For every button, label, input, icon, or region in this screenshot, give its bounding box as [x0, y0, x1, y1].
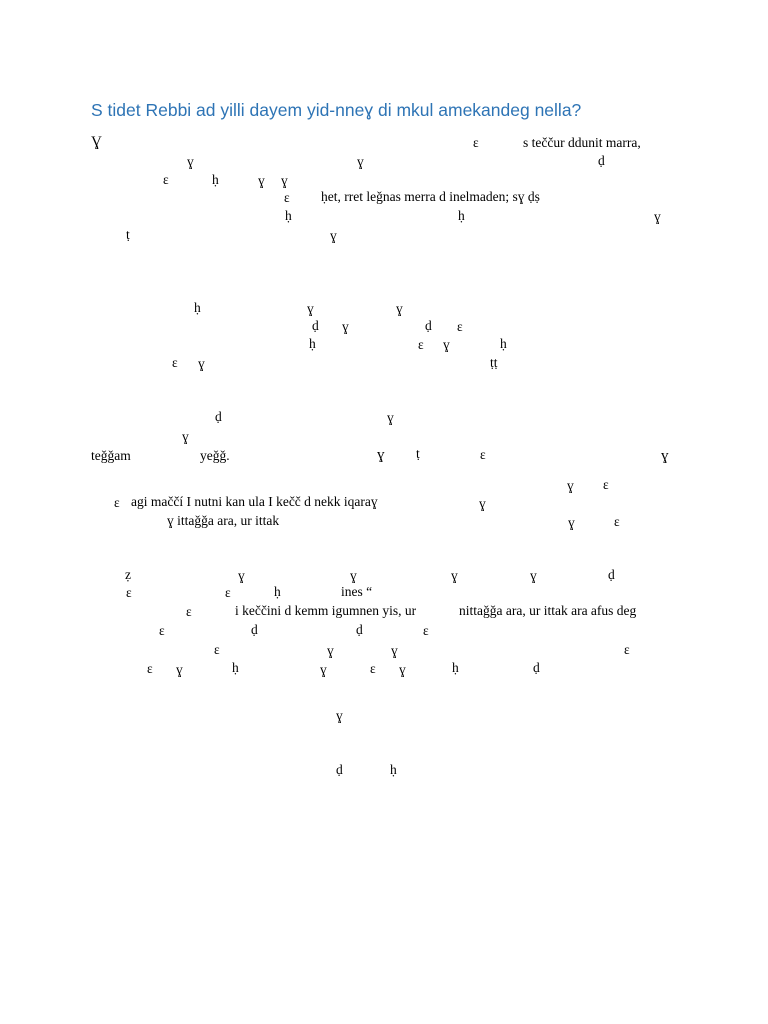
text-fragment: ɣ	[330, 228, 337, 243]
text-fragment: ε	[225, 585, 231, 600]
text-fragment: ɣ	[182, 429, 189, 444]
text-fragment: ḥ	[390, 762, 397, 777]
text-fragment: ḥ	[232, 660, 239, 675]
text-fragment: ɣ	[281, 173, 288, 188]
text-fragment: ḥ	[458, 208, 465, 223]
text-fragment: ḍ	[356, 622, 363, 637]
text-fragment: ɣ	[568, 515, 575, 530]
text-fragment: ɣ	[357, 154, 364, 169]
text-fragment: ε	[480, 447, 486, 462]
text-fragment: ḍ	[425, 318, 432, 333]
text-fragment: ɣ	[451, 568, 458, 583]
text-fragment: yeǧǧ.	[200, 448, 230, 463]
text-fragment: ḥ	[285, 208, 292, 223]
text-fragment: ḥ	[194, 300, 201, 315]
text-fragment: ɣ	[336, 708, 343, 723]
text-fragment: ḍ	[336, 762, 343, 777]
text-fragment: ɣ	[567, 478, 574, 493]
text-fragment: ɣ	[443, 337, 450, 352]
text-fragment: ε	[423, 623, 429, 638]
text-fragment: ḥ	[452, 660, 459, 675]
text-fragment: ε	[214, 642, 220, 657]
text-fragment: s teččur ddunit marra,	[523, 135, 641, 150]
text-fragment: ε	[186, 604, 192, 619]
text-fragment: ɣ ittaǧǧa ara, ur ittak	[167, 513, 280, 528]
text-fragment: ε	[457, 319, 463, 334]
text-fragment: ɣ	[654, 209, 661, 224]
text-fragment: ḥ	[274, 584, 281, 599]
text-fragment: ε	[624, 642, 630, 657]
text-fragment: ε	[284, 190, 290, 205]
text-fragment: ɣ	[176, 662, 183, 677]
text-fragment: ɣ	[396, 301, 403, 316]
text-fragment: ḍ	[251, 622, 258, 637]
text-fragment: ɣ	[187, 154, 194, 169]
text-fragment: ε	[147, 661, 153, 676]
text-fragment: ɣ	[387, 410, 394, 425]
text-fragment: ε	[126, 585, 132, 600]
text-fragment: ḥet, rret leǧnas merra d inelmaden; sɣ ḍṣ	[321, 189, 540, 204]
text-fragment: ε	[418, 337, 424, 352]
text-fragment: ɣ	[350, 568, 357, 583]
text-fragment: teǧǧam	[91, 448, 131, 463]
text-fragment: ɣ	[307, 301, 314, 316]
text-fragment: ṭ	[416, 446, 420, 461]
text-fragment: ḍ	[215, 409, 222, 424]
text-fragment: ɣ	[238, 568, 245, 583]
text-fragment: ɣ	[399, 662, 406, 677]
text-fragment: nittaǧǧa ara, ur ittak ara afus deg	[459, 603, 637, 618]
text-fragment: ṭ	[126, 227, 130, 242]
text-fragment: ε	[172, 355, 178, 370]
text-fragment: ε	[114, 495, 120, 510]
text-fragment: ẓ	[125, 567, 131, 582]
text-fragment: ε	[603, 477, 609, 492]
text-fragment: ɣ	[258, 173, 265, 188]
text-fragment: agi maččí I nutni kan ula I kečč d nekk iqaraɣ	[131, 494, 378, 509]
text-fragment: ɣ	[661, 448, 669, 464]
text-fragment: ḥ	[309, 336, 316, 351]
text-fragment: ɣ	[391, 643, 398, 658]
text-fragment: ɣ	[342, 319, 349, 334]
text-fragment: i keččini d kemm igumnen yis, ur	[235, 603, 417, 618]
text-fragment: ḍ	[312, 318, 319, 333]
text-fragment: ɣ	[327, 643, 334, 658]
text-fragment: ε	[473, 135, 479, 150]
document-title: S tidet Rebbi ad yilli dayem yid-nneɣ di mkul amekandeg nella?	[91, 100, 582, 120]
text-fragment: ḥ	[500, 336, 507, 351]
text-fragment: ε	[159, 623, 165, 638]
text-fragment: ḍ	[608, 567, 615, 582]
text-fragment: ɣ	[198, 356, 205, 371]
text-fragment: ε	[614, 514, 620, 529]
text-fragment: ɣ	[530, 568, 537, 583]
text-fragment: ḍ	[533, 660, 540, 675]
text-fragment: ɣ	[377, 447, 385, 463]
text-fragment: ε	[163, 172, 169, 187]
text-fragment: ɣ	[479, 496, 486, 511]
text-fragment: Ɣ	[91, 134, 102, 150]
text-fragment: ḥ	[212, 172, 219, 187]
text-fragment: ines “	[341, 584, 373, 599]
text-fragment: ε	[370, 661, 376, 676]
text-fragment: ɣ	[320, 662, 327, 677]
text-fragment: ḍ	[598, 153, 605, 168]
text-fragment: ṭṭ	[490, 355, 498, 370]
